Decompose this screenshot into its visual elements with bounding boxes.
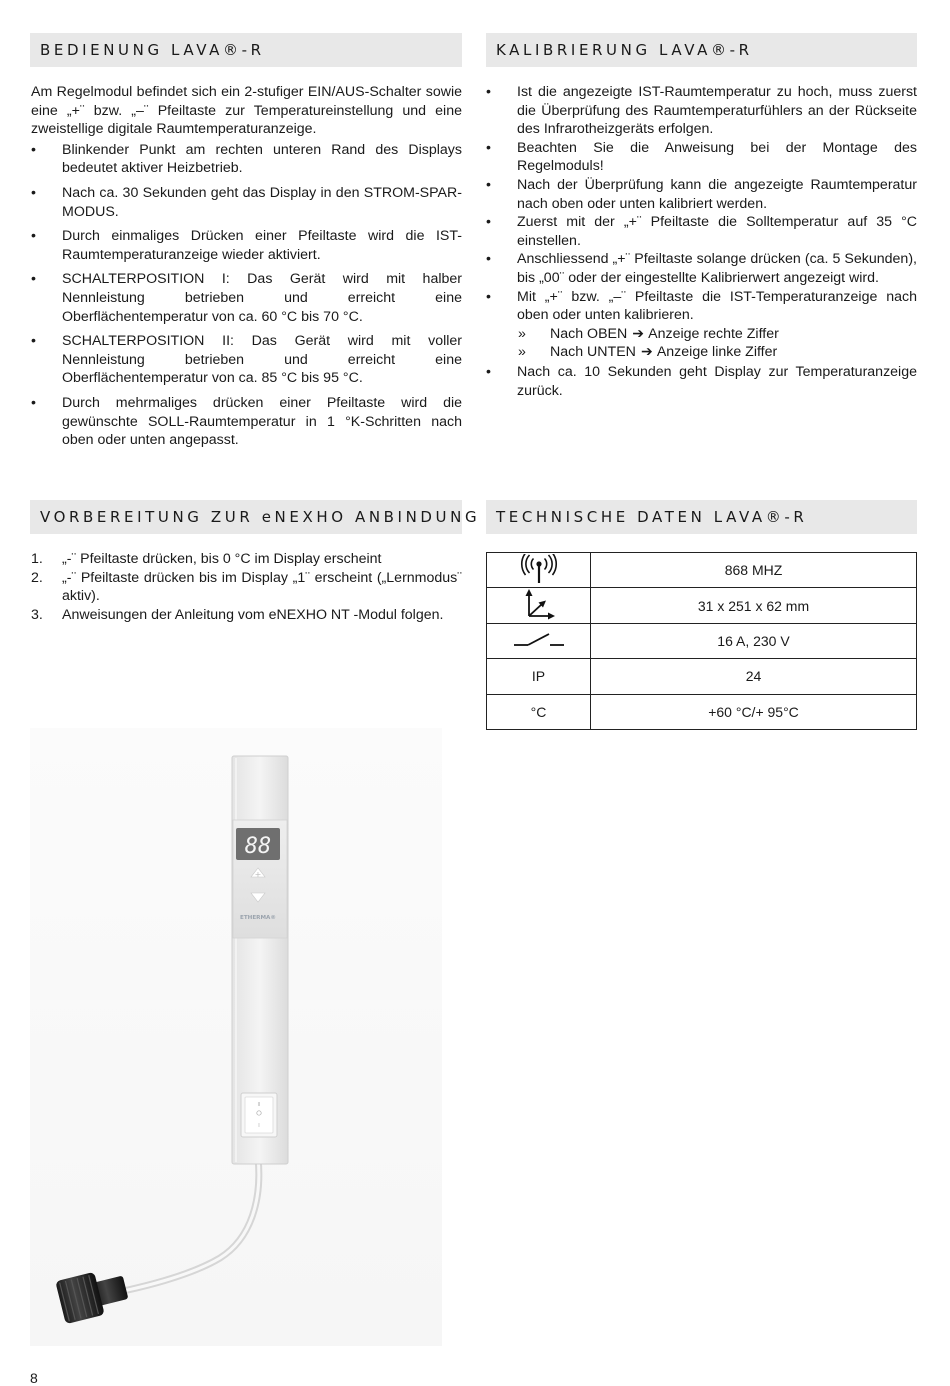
bullet-dot: •: [31, 141, 36, 158]
bullet-dot: •: [31, 228, 36, 245]
kalibrierung-body: [486, 83, 917, 400]
kalibrierung-sub-item-down: » Nach UNTEN ➔ Anzeige linke Ziffer: [518, 344, 778, 361]
section-title-technische-daten: TECHNISCHE DATEN LAVA®-R: [486, 500, 917, 534]
section-title-bedienung: BEDIENUNG LAVA®-R: [30, 33, 462, 67]
bullet-dot: •: [486, 214, 491, 231]
table-row: [487, 694, 917, 729]
tech-data-table: [486, 552, 917, 730]
bedienung-body: [31, 83, 462, 450]
bullet-dot: •: [486, 84, 491, 100]
bullet-dot: •: [31, 184, 36, 201]
kalibrierung-bullet: • Beachten Sie die Anweisung bei der Montage des Regelmoduls!: [486, 139, 917, 175]
arrow-right-icon: ➔: [632, 325, 645, 342]
brand-label: ETHERMA®: [240, 915, 276, 921]
svg-text:I: I: [258, 1123, 260, 1129]
kalibrierung-bullet: • Zuerst mit der „+¨ Pfeiltaste die Solltemperatur auf 35 °C einstellen.: [486, 214, 917, 249]
svg-text:II: II: [257, 1102, 261, 1108]
display-digits: 88: [244, 834, 272, 859]
cable-connector: [55, 1272, 128, 1324]
kalibrierung-sub-item-up: » Nach OBEN ➔ Anzeige rechte Ziffer: [518, 325, 779, 342]
table-row: [487, 624, 917, 659]
kalibrierung-bullet: • Nach ca. 10 Sekunden geht Display zur Temperaturanzeige zurück.: [486, 363, 917, 399]
arrow-right-icon: ➔: [640, 344, 653, 361]
vorbereitung-step: 2. „-¨ Pfeiltaste drücken bis im Display „1¨ erscheint („Lernmodus¨ aktiv).: [31, 569, 462, 605]
bullet-dot: •: [31, 271, 36, 288]
table-cell-label: °C: [487, 694, 591, 729]
kalibrierung-bullet: • Nach der Überprüfung kann die angezeigte Raumtemperatur nach oben oder unten kalibriert werden.: [486, 176, 917, 212]
table-cell-label: IP: [487, 659, 591, 694]
bullet-dot: •: [486, 363, 491, 380]
vorbereitung-step: 1. „-¨ Pfeiltaste drücken, bis 0 °C im Display erscheint: [31, 551, 382, 567]
table-row: [487, 659, 917, 694]
product-image: [30, 728, 442, 1346]
bullet-dot: •: [486, 176, 491, 193]
table-cell-value: +60 °C/+ 95°C: [591, 694, 917, 729]
bullet-dot: •: [31, 394, 36, 411]
radio-antenna-icon: [519, 554, 559, 584]
svg-text:+: +: [254, 870, 262, 879]
bedienung-bullet: • Blinkender Punkt am rechten unteren Rand des Displays bedeutet aktiver Heizbetrieb.: [31, 141, 462, 177]
table-cell-value: 868 MHZ: [591, 553, 917, 588]
vorbereitung-body: [31, 550, 462, 624]
bedienung-bullet: • SCHALTERPOSITION I: Das Gerät wird mit halber Nennleistung betrieben und erreicht eine Oberflächentemperatur von ca. 60 °C bis 70 °C.: [31, 271, 462, 325]
vorbereitung-step: 3. Anweisungen der Anleitung vom eNEXHO NT -Modul folgen.: [31, 606, 444, 623]
table-cell-icon: [487, 624, 591, 659]
dimensions-axes-icon: [521, 588, 557, 620]
kalibrierung-bullet: • Anschliessend „+¨ Pfeiltaste solange drücken (ca. 5 Sekunden), bis „00¨ oder der eingestellte Kalibrierwert angezeigt wird.: [486, 251, 917, 286]
table-cell-value: 24: [591, 659, 917, 694]
bedienung-intro: Am Regelmodul befindet sich ein 2-stufiger EIN/AUS-Schalter sowie eine „+¨ bzw. „–¨ Pfeiltaste zur Temperatureinstellung und eine zweistellige digitale Raumtemperaturanzeige.: [31, 84, 462, 138]
section-title-kalibrierung: KALIBRIERUNG LAVA®-R: [486, 33, 917, 67]
bullet-dot: •: [31, 333, 36, 350]
table-row: [487, 553, 917, 588]
table-row: [487, 588, 917, 624]
kalibrierung-bullet: • Mit „+¨ bzw. „–¨ Pfeiltaste die IST-Temperaturanzeige nach oben oder unten kalibrieren.: [486, 288, 917, 324]
switch-symbol-icon: [513, 630, 565, 650]
bedienung-bullet: • Durch einmaliges Drücken einer Pfeiltaste wird die IST-Raumtemperaturanzeige wieder aktiviert.: [31, 228, 462, 263]
bedienung-bullet: • Durch mehrmaliges drücken einer Pfeiltaste wird die gewünschte SOLL-Raumtemperatur in 1 °K-Schritten nach oben oder unten angepasst.: [31, 394, 462, 449]
table-cell-icon: [487, 553, 591, 588]
section-title-vorbereitung: VORBEREITUNG ZUR eNEXHO ANBINDUNG: [30, 500, 462, 534]
table-cell-icon: [487, 588, 591, 624]
bedienung-bullet: • SCHALTERPOSITION II: Das Gerät wird mit voller Nennleistung betrieben und erreicht eine Oberflächentemperatur von ca. 85 °C bis 95 °C.: [31, 333, 462, 387]
kalibrierung-bullet: • Ist die angezeigte IST-Raumtemperatur zu hoch, muss zuerst die Überprüfung des Raumtemperaturfühlers an der Rückseite des Infrarotheizgeräts erfolgen.: [486, 84, 917, 138]
bullet-dot: •: [486, 288, 491, 305]
product-photo: [30, 728, 442, 1346]
bullet-dot: •: [486, 251, 491, 268]
bedienung-bullet: • Nach ca. 30 Sekunden geht das Display in den STROM-SPAR-MODUS.: [31, 184, 462, 220]
bullet-dot: •: [486, 139, 491, 156]
page-number: 8: [30, 1370, 38, 1386]
table-cell-value: 16 A, 230 V: [591, 624, 917, 659]
table-cell-value: 31 x 251 x 62 mm: [591, 588, 917, 624]
